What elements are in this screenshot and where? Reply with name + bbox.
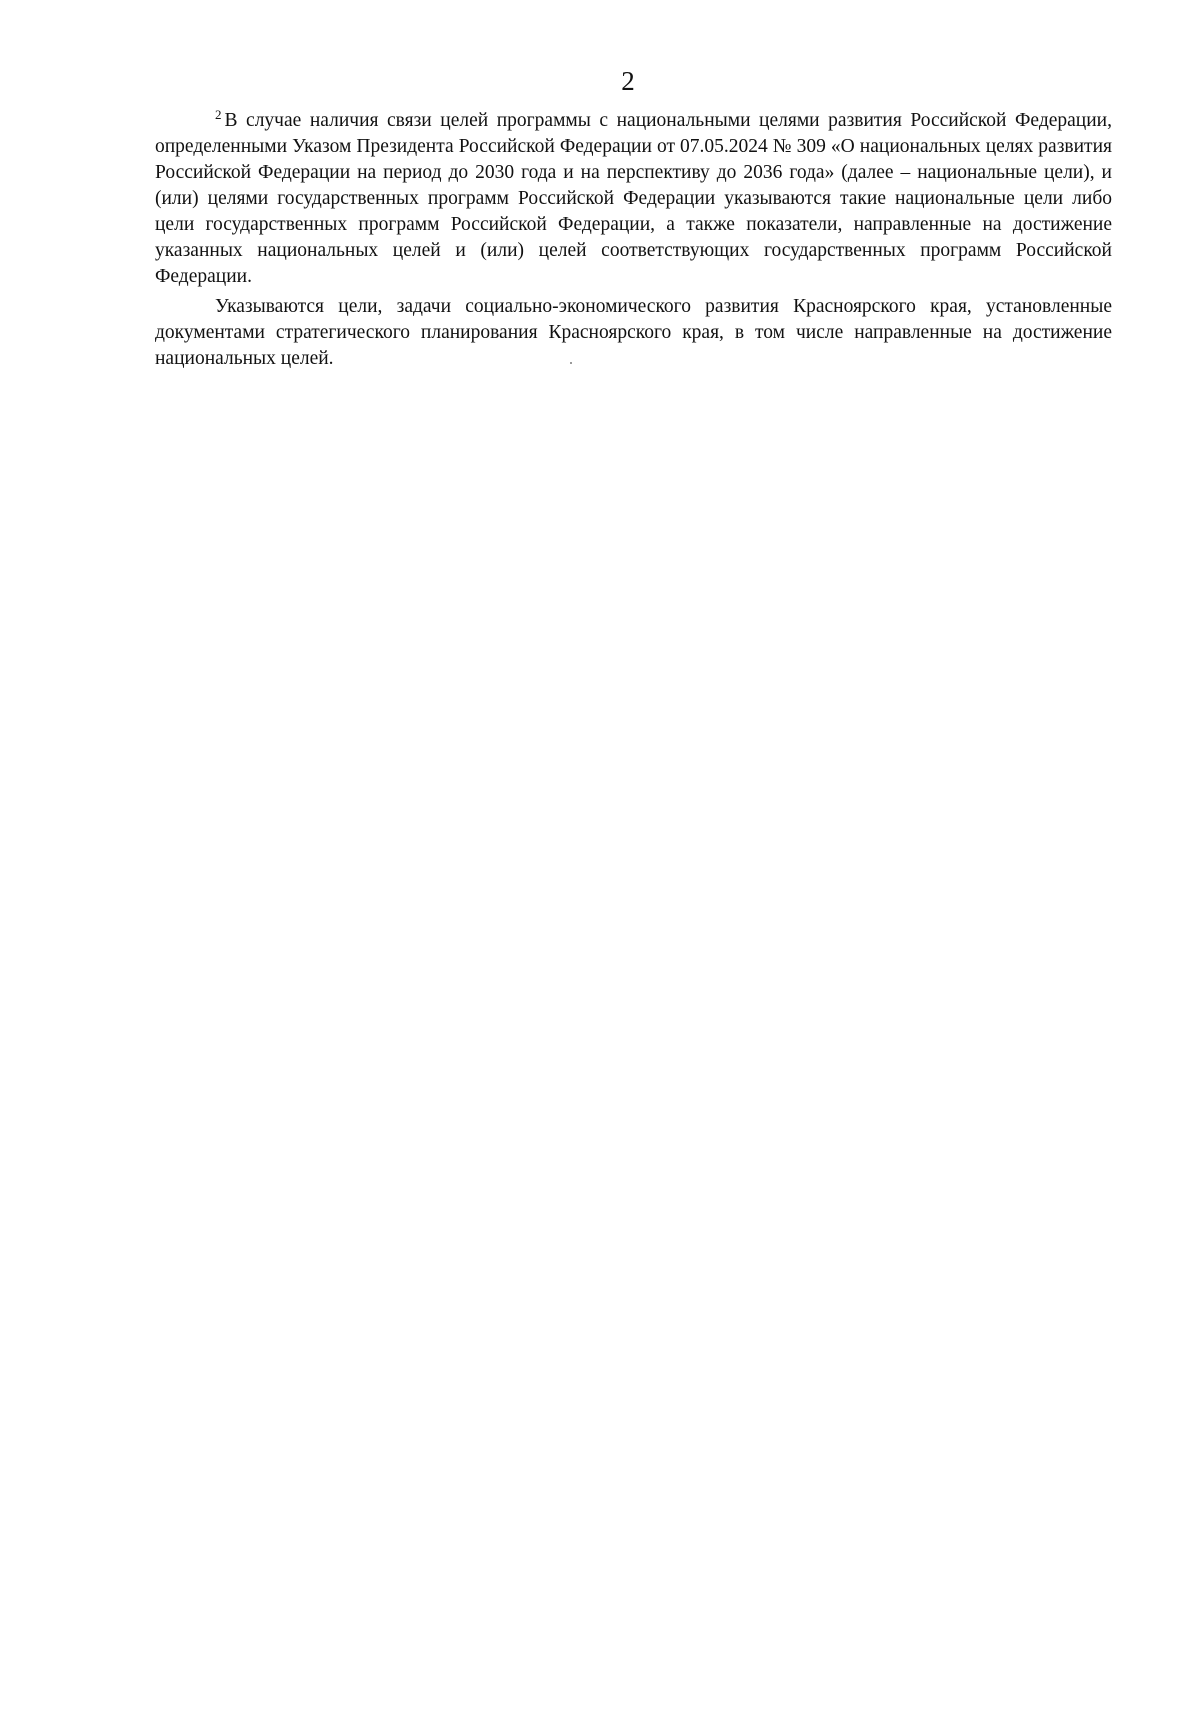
footnote-paragraph (155, 108, 1112, 290)
page-number: 2 (621, 66, 635, 96)
footnote-marker: 2 (215, 107, 222, 122)
body-paragraph: Указываются цели, задачи социально-экономического развития Красноярского края, установленные документами стратегического планирования Красноярского края, в том числе направленные на достижение национальных целей. (155, 296, 1112, 369)
scan-artifact (570, 362, 572, 364)
footnote-section (155, 108, 1112, 372)
footnote-text: В случае наличия связи целей программы с национальными целями развития Российской Федерации, определенными Указом Президента Российской Федерации от 07.05.2024 № 309 «О национальных целях развития Российской Федерации на период до 2030 года и на перспективу до 2036 года» (далее – национальные цели), и (или) целями государственных программ Российской Федерации указываются такие национальные цели либо цели государственных программ Российской Федерации, а также показатели, направленные на достижение указанных национальных целей и (или) целей соответствующих государственных программ Российской Федерации. (155, 110, 1112, 287)
